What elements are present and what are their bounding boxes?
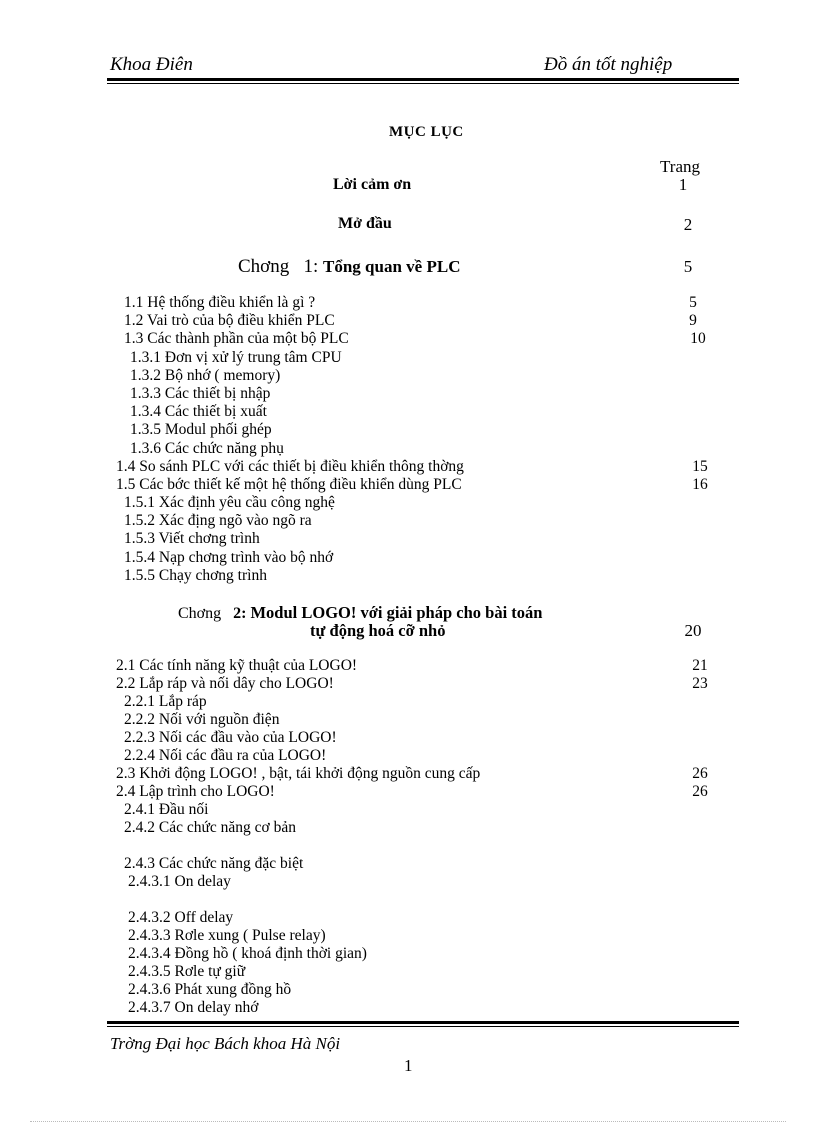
chapter1-number: 1:: [303, 256, 319, 277]
header-left: Khoa Điên: [110, 54, 193, 75]
toc-page: 23: [692, 675, 708, 692]
toc-entry: 1.5.2 Xác địng ngõ vào ngõ ra: [124, 512, 312, 529]
page-bottom-divider: [30, 1121, 786, 1122]
toc-entry: 2.2.3 Nối các đầu vào của LOGO!: [124, 729, 337, 746]
toc-entry: 1.3.2 Bộ nhớ ( memory): [130, 367, 281, 384]
chapter2-heading: [178, 603, 542, 623]
toc-entry: 2.4.3.2 Off delay: [128, 909, 234, 926]
toc-entry: 1.3.1 Đơn vị xử lý trung tâm CPU: [130, 349, 342, 366]
chapter1-name: Tổng quan về PLC: [323, 257, 461, 276]
toc-page: 21: [692, 657, 708, 674]
intro-label-thanks: Lời cảm ơn: [333, 176, 412, 193]
footer-rule-thin: [107, 1026, 739, 1027]
toc-page: 9: [689, 312, 697, 329]
intro-page-thanks: 1: [678, 175, 688, 194]
toc-entry: 2.4.1 Đầu nối: [124, 801, 209, 818]
chapter1-prefix: Chơng: [238, 256, 290, 277]
toc-entry: 2.2.4 Nối các đầu ra của LOGO!: [124, 747, 327, 764]
page-column-label: Trang: [660, 157, 700, 176]
toc-entry: 1.3.3 Các thiết bị nhập: [130, 385, 271, 402]
page-number: 1: [404, 1056, 413, 1075]
chapter2-page: 20: [684, 621, 702, 640]
toc-entry: 2.4.3.5 Rơle tự giữ: [128, 963, 246, 980]
toc-entry: 1.5.3 Viết chơng trình: [124, 530, 260, 547]
toc-page: 26: [692, 765, 708, 782]
chapter2-name-line2: tự động hoá cỡ nhỏ: [310, 621, 446, 640]
toc-page: 5: [689, 294, 697, 311]
toc-entry: 2.4.2 Các chức năng cơ bản: [124, 819, 296, 836]
toc-page: 15: [692, 458, 708, 475]
toc-entry: 2.4 Lập trình cho LOGO!: [116, 783, 275, 800]
toc-entry: 1.3 Các thành phần của một bộ PLC: [124, 330, 349, 347]
toc-entry: 2.2 Lắp ráp và nối dây cho LOGO!: [116, 675, 334, 692]
chapter2-number: 2:: [233, 605, 247, 622]
toc-entry: 1.4 So sánh PLC với các thiết bị điều khiển thông thờng: [116, 458, 464, 475]
toc-entry: 2.4.3.4 Đồng hồ ( khoá định thời gian): [128, 945, 367, 962]
header-rule-thin: [107, 83, 739, 84]
toc-entry: 2.4.3.6 Phát xung đồng hồ: [128, 981, 292, 998]
toc-entry: 1.3.4 Các thiết bị xuất: [130, 403, 267, 420]
toc-entry: 2.3 Khởi động LOGO! , bật, tái khởi động nguồn cung cấp: [116, 765, 481, 782]
toc-entry: 1.3.5 Modul phối ghép: [130, 421, 272, 438]
footer-school: Trờng Đại học Bách khoa Hà Nội: [110, 1034, 341, 1053]
toc-entry: 2.4.3 Các chức năng đặc biệt: [124, 855, 304, 872]
toc-page: 26: [692, 783, 708, 800]
toc-entry: 2.2.1 Lắp ráp: [124, 693, 207, 710]
footer-rule-thick: [107, 1021, 739, 1024]
toc-page: 16: [692, 476, 708, 493]
toc-entry: 2.4.3.3 Rơle xung ( Pulse relay): [128, 927, 326, 944]
toc-entry: 1.5.5 Chạy chơng trình: [124, 567, 267, 584]
toc-page: 10: [690, 330, 706, 347]
chapter2-name-line1: Modul LOGO! với giải pháp cho bài toán: [250, 603, 543, 622]
toc-entry: 2.2.2 Nối với nguồn điện: [124, 711, 280, 728]
header-right: Đồ án tốt nghiệp: [544, 54, 673, 75]
toc-entry: 2.4.3.7 On delay nhớ: [128, 999, 259, 1016]
toc-entry: 1.5.4 Nạp chơng trình vào bộ nhớ: [124, 549, 334, 566]
header-rule-thick: [107, 78, 739, 81]
chapter2-prefix: Chơng: [178, 605, 222, 622]
toc-entry: 1.2 Vai trò của bộ điều khiển PLC: [124, 312, 335, 329]
toc-entry: 1.1 Hệ thống điều khiển là gì ?: [124, 294, 316, 311]
toc-entry: 1.3.6 Các chức năng phụ: [130, 440, 284, 457]
intro-page-preface: 2: [683, 215, 693, 234]
page-title: MỤC LỤC: [389, 124, 464, 140]
toc-entry: 2.1 Các tính năng kỹ thuật của LOGO!: [116, 657, 358, 674]
toc-entry: 1.5.1 Xác định yêu cầu công nghệ: [124, 494, 335, 511]
chapter1-page: 5: [683, 257, 693, 276]
chapter1-heading: [238, 256, 460, 278]
toc-entry: 1.5 Các bớc thiết kế một hệ thống điều khiển dùng PLC: [116, 476, 462, 493]
intro-label-preface: Mở đầu: [338, 215, 392, 232]
toc-entry: 2.4.3.1 On delay: [128, 873, 231, 890]
